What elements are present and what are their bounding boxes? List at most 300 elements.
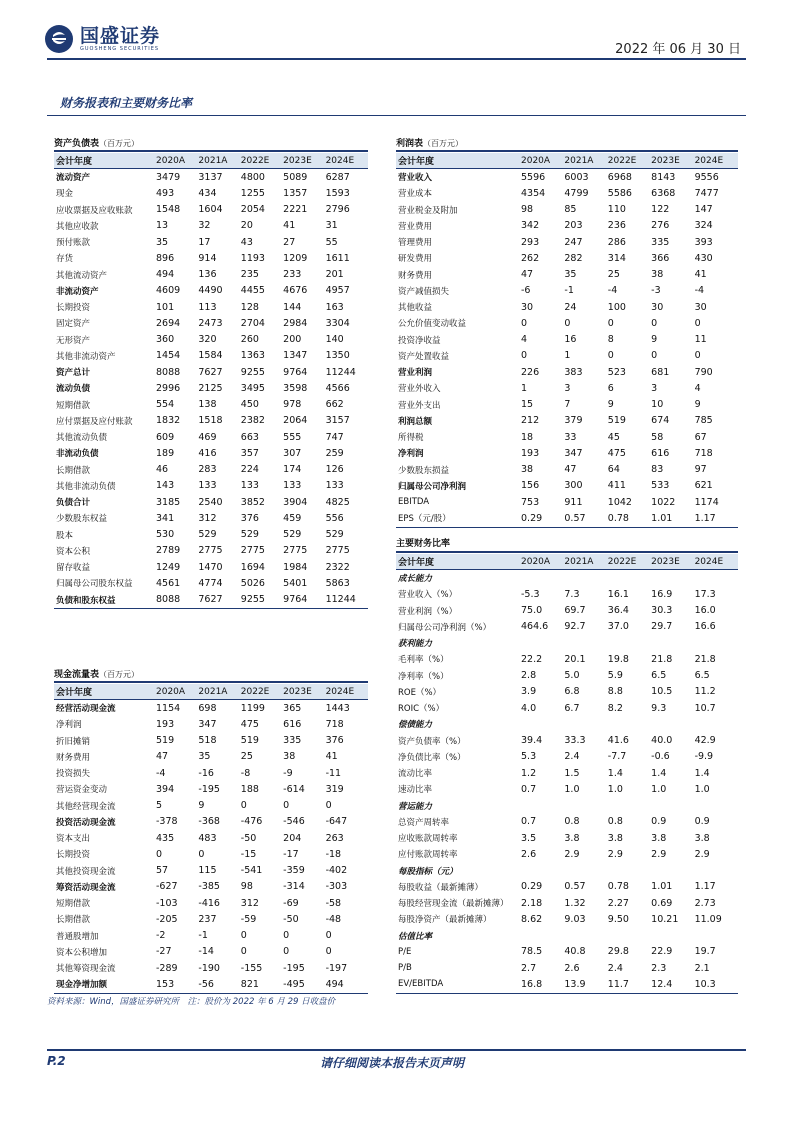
cell-value: 609 xyxy=(156,431,175,443)
cell-value: 10 xyxy=(651,399,664,411)
row-label: ROE（%） xyxy=(398,687,442,698)
column-header-year: 2023E xyxy=(283,684,325,700)
cell-value: -14 xyxy=(198,946,214,958)
cell-value: -59 xyxy=(240,913,257,925)
table-row xyxy=(54,781,368,797)
balance-sheet-title: 资产负债表（百万元） xyxy=(54,139,140,149)
cell-value: 475 xyxy=(240,718,259,730)
cell-value: -8 xyxy=(240,767,251,779)
cell-value: 2775 xyxy=(325,545,350,557)
row-label: 资产负债率（%） xyxy=(398,736,466,747)
row-label: 管理费用 xyxy=(398,238,433,249)
cell-value: 188 xyxy=(240,783,259,795)
cell-value: 83 xyxy=(651,464,664,476)
cell-value: 1.0 xyxy=(607,783,623,795)
cell-value: 5 xyxy=(156,800,163,812)
cell-value: -197 xyxy=(325,962,348,974)
cell-value: 2.73 xyxy=(694,897,716,909)
cell-value: 411 xyxy=(607,480,626,492)
row-label: 资产总计 xyxy=(56,368,91,379)
cell-value: 1584 xyxy=(198,350,223,362)
cell-value: 0.9 xyxy=(694,816,710,828)
cell-value: 57 xyxy=(156,865,169,877)
cell-value: 493 xyxy=(156,187,175,199)
cell-value: -48 xyxy=(325,913,342,925)
cell-value: 204 xyxy=(283,832,302,844)
cell-value: 42.9 xyxy=(694,735,716,747)
cell-value: 2775 xyxy=(198,545,223,557)
row-label: 净利率（%） xyxy=(398,671,449,682)
table-row xyxy=(396,830,738,846)
cell-value: 1.0 xyxy=(564,783,580,795)
cell-value: 1832 xyxy=(156,415,181,427)
cell-value: 3852 xyxy=(240,496,265,508)
cell-value: 16.0 xyxy=(694,605,716,617)
row-label: 营业收入 xyxy=(398,173,433,184)
table-row xyxy=(396,364,738,380)
cell-value: 0 xyxy=(325,930,332,942)
row-label: 估值比率 xyxy=(398,931,433,942)
row-label: 应付票据及应付账款 xyxy=(56,416,133,427)
table-row xyxy=(396,413,738,429)
cell-value: -3 xyxy=(651,285,661,297)
cell-value: 55 xyxy=(325,236,338,248)
table-row xyxy=(54,185,368,201)
cell-value: -0.6 xyxy=(651,751,670,763)
cell-value: 379 xyxy=(564,415,583,427)
cell-value: 4.0 xyxy=(521,702,537,714)
cell-value: 718 xyxy=(325,718,344,730)
cell-value: 3.5 xyxy=(521,832,537,844)
cell-value: 6368 xyxy=(651,187,676,199)
row-label: 其他应收款 xyxy=(56,221,99,232)
cell-value xyxy=(564,798,607,814)
cell-value: 0 xyxy=(240,930,247,942)
table-row xyxy=(54,960,368,976)
cell-value: 2.18 xyxy=(521,897,543,909)
cell-value: 226 xyxy=(521,366,540,378)
row-label: 资产处置收益 xyxy=(398,351,450,362)
cell-value: 3598 xyxy=(283,382,308,394)
cell-value: 0 xyxy=(283,800,290,812)
cell-value: 29.8 xyxy=(607,946,629,958)
table-row xyxy=(54,976,368,992)
cell-value: 1347 xyxy=(283,350,308,362)
row-label: 其他投资现金流 xyxy=(56,866,116,877)
cell-value: 9556 xyxy=(694,171,719,183)
cell-value: 1.2 xyxy=(521,767,537,779)
cell-value: 5.0 xyxy=(564,670,580,682)
table-row xyxy=(396,960,738,976)
cell-value: 3.9 xyxy=(521,686,537,698)
cell-value: 5089 xyxy=(283,171,308,183)
row-label: 财务费用 xyxy=(56,752,91,763)
row-label: 每股指标（元） xyxy=(398,866,458,877)
table-row xyxy=(396,684,738,700)
cell-value: 8.8 xyxy=(607,686,623,698)
cell-value xyxy=(521,928,564,944)
table-row xyxy=(396,619,738,635)
table-row xyxy=(396,283,738,299)
cell-value: 2.1 xyxy=(694,962,710,974)
cell-value: 41 xyxy=(694,269,707,281)
table-row xyxy=(396,944,738,960)
cell-value: -614 xyxy=(283,783,305,795)
cell-value: 259 xyxy=(325,447,344,459)
cell-value: 435 xyxy=(156,832,175,844)
cell-value: 21.8 xyxy=(694,653,716,665)
cell-value: 0.29 xyxy=(521,881,543,893)
cell-value: 1255 xyxy=(240,187,265,199)
row-label: 净利润 xyxy=(56,720,82,731)
cell-value: 2.7 xyxy=(521,962,537,974)
cell-value: 247 xyxy=(564,236,583,248)
cell-value: 494 xyxy=(325,978,344,990)
cell-value: 282 xyxy=(564,252,583,264)
category-row xyxy=(396,716,738,732)
table-row xyxy=(54,348,368,364)
cell-value: 616 xyxy=(283,718,302,730)
cell-value: 911 xyxy=(564,496,583,508)
cell-value: 616 xyxy=(651,447,670,459)
cell-value xyxy=(521,570,564,587)
cell-value: 663 xyxy=(240,431,259,443)
row-label: 速动比率 xyxy=(398,785,433,796)
table-row xyxy=(396,267,738,283)
cell-value: 36.4 xyxy=(607,605,629,617)
cell-value: 2.9 xyxy=(607,848,623,860)
cell-value: -11 xyxy=(325,767,342,779)
cell-value: 38 xyxy=(521,464,534,476)
cell-value xyxy=(608,635,651,651)
row-label: 留存收益 xyxy=(56,563,91,574)
column-header-year: 2024E xyxy=(326,684,368,700)
row-label: 其他经营现金流 xyxy=(56,801,116,812)
column-header-year: 2023E xyxy=(651,554,694,570)
cell-value: 5863 xyxy=(325,577,350,589)
cell-value: 1548 xyxy=(156,204,181,216)
cell-value: -58 xyxy=(325,897,342,909)
cell-value: 46 xyxy=(156,464,169,476)
cell-value: 138 xyxy=(198,399,217,411)
cell-value: 357 xyxy=(240,447,259,459)
row-label: 所得税 xyxy=(398,433,424,444)
cell-value: 896 xyxy=(156,252,175,264)
section-title: 财务报表和主要财务比率 xyxy=(60,96,193,110)
row-label: 非流动资产 xyxy=(56,286,99,297)
cell-value: 376 xyxy=(240,512,259,524)
cell-value: 300 xyxy=(564,480,583,492)
cell-value: 35 xyxy=(564,269,577,281)
cell-value: 4957 xyxy=(325,285,350,297)
row-label: 总资产周转率 xyxy=(398,817,450,828)
cell-value: 10.5 xyxy=(651,686,673,698)
cell-value xyxy=(651,570,694,587)
table-row xyxy=(396,380,738,396)
cell-value: 1604 xyxy=(198,204,223,216)
cell-value: 30.3 xyxy=(651,605,673,617)
income-statement-table xyxy=(396,137,738,528)
table-row xyxy=(54,315,368,331)
cell-value: -541 xyxy=(240,865,263,877)
row-label: 研发费用 xyxy=(398,254,433,265)
cell-value: -303 xyxy=(325,881,348,893)
cell-value: 92.7 xyxy=(564,621,586,633)
cell-value: 11.09 xyxy=(694,913,722,925)
cell-value: -4 xyxy=(694,285,705,297)
cell-value: 40.0 xyxy=(651,735,673,747)
table-row xyxy=(396,911,738,927)
column-header-year: 2020A xyxy=(521,153,564,169)
cell-value: 0.8 xyxy=(607,816,623,828)
cell-value: 1.17 xyxy=(694,512,716,524)
column-header-label: 会计年度 xyxy=(396,554,521,570)
row-label: 投资活动现金流 xyxy=(56,817,116,828)
cell-value: 0 xyxy=(521,317,528,329)
table-row xyxy=(396,733,738,749)
cell-value xyxy=(564,570,607,587)
cell-value: 9 xyxy=(651,334,658,346)
cell-value: 469 xyxy=(198,431,217,443)
cell-value: -190 xyxy=(198,962,220,974)
cell-value: -155 xyxy=(240,962,263,974)
cell-value: 3 xyxy=(651,382,658,394)
cell-value: -9 xyxy=(283,767,293,779)
row-label: EV/EBITDA xyxy=(398,979,444,990)
table-row xyxy=(396,169,738,186)
row-label: 营业利润 xyxy=(398,368,433,379)
cell-value: 17 xyxy=(198,236,211,248)
cell-value: 6.7 xyxy=(564,702,580,714)
cell-value: 0 xyxy=(607,317,614,329)
table-row xyxy=(54,749,368,765)
cell-value: 133 xyxy=(240,480,259,492)
table-row xyxy=(396,348,738,364)
cell-value: 21.8 xyxy=(651,653,673,665)
row-label: 营业税金及附加 xyxy=(398,205,458,216)
cell-value xyxy=(608,798,651,814)
cell-value xyxy=(651,928,694,944)
cell-value: 11.7 xyxy=(607,978,629,990)
row-label: 流动负债 xyxy=(56,384,91,395)
cell-value: 0.7 xyxy=(521,783,537,795)
row-label: 归属母公司净利润 xyxy=(398,481,467,492)
cell-value: 25 xyxy=(240,751,253,763)
cash-flow-title: 现金流量表（百万元） xyxy=(54,670,140,680)
cell-value: -15 xyxy=(240,848,257,860)
cell-value: 1443 xyxy=(325,702,350,714)
row-label: 短期借款 xyxy=(56,400,91,411)
cell-value: 0 xyxy=(564,317,571,329)
cell-value: 20.1 xyxy=(564,653,586,665)
cell-value: 519 xyxy=(156,735,175,747)
cell-value: 286 xyxy=(607,236,626,248)
row-label: 资本公积增加 xyxy=(56,947,108,958)
table-row xyxy=(54,879,368,895)
cell-value: 1.0 xyxy=(694,783,710,795)
cell-value: 529 xyxy=(240,529,259,541)
column-header-year: 2021A xyxy=(198,153,240,169)
cell-value: 2.9 xyxy=(694,848,710,860)
table-row xyxy=(54,283,368,299)
column-header-year: 2022E xyxy=(608,153,651,169)
column-header-year: 2020A xyxy=(156,153,198,169)
cell-value: 1.5 xyxy=(564,767,580,779)
table-header-row xyxy=(396,554,738,570)
row-label: 流动资产 xyxy=(56,173,91,184)
cell-value: 30 xyxy=(651,301,664,313)
cell-value: 1209 xyxy=(283,252,308,264)
cell-value: 1593 xyxy=(325,187,350,199)
cell-value: 1.4 xyxy=(694,767,710,779)
cell-value: 32 xyxy=(198,220,211,232)
cell-value: 20 xyxy=(240,220,253,232)
row-label: 应付账款周转率 xyxy=(398,850,458,861)
cell-value: -5.3 xyxy=(521,588,540,600)
cell-value xyxy=(521,635,564,651)
row-label: 负债合计 xyxy=(56,498,91,509)
table-row xyxy=(396,976,738,992)
table-row xyxy=(396,299,738,315)
cell-value: 41 xyxy=(325,751,338,763)
row-label: 营业外收入 xyxy=(398,384,441,395)
row-label: ROIC（%） xyxy=(398,704,445,715)
cell-value: 3185 xyxy=(156,496,181,508)
row-label: 成长能力 xyxy=(398,574,433,585)
cell-value: 2775 xyxy=(240,545,265,557)
cell-value: 237 xyxy=(198,913,217,925)
cell-value: 69.7 xyxy=(564,605,586,617)
cell-value: 790 xyxy=(694,366,713,378)
cell-value: 0 xyxy=(521,350,528,362)
row-label: 投资损失 xyxy=(56,769,91,780)
cell-value: 115 xyxy=(198,865,217,877)
table-row xyxy=(396,603,738,619)
cell-value: 2.6 xyxy=(521,848,537,860)
row-label: 每股净资产（最新摊薄） xyxy=(398,915,492,926)
table-row xyxy=(54,364,368,380)
cell-value: 12.4 xyxy=(651,978,673,990)
cell-value: 0.78 xyxy=(607,881,629,893)
cell-value: 9764 xyxy=(283,594,308,606)
cell-value: 1357 xyxy=(283,187,308,199)
cell-value: 11244 xyxy=(325,366,356,378)
cell-value: 1611 xyxy=(325,252,350,264)
cell-value: 1.17 xyxy=(694,881,716,893)
cell-value: -103 xyxy=(156,897,178,909)
cell-value: 9764 xyxy=(283,366,308,378)
table-row xyxy=(54,559,368,575)
cell-value: -476 xyxy=(240,816,263,828)
cell-value: 2796 xyxy=(325,204,350,216)
cell-value: 518 xyxy=(198,735,217,747)
cell-value: 2694 xyxy=(156,317,181,329)
cell-value: 9255 xyxy=(240,366,265,378)
row-label: 筹资活动现金流 xyxy=(56,882,116,893)
cell-value xyxy=(651,716,694,732)
cell-value: 2.8 xyxy=(521,670,537,682)
cell-value: 47 xyxy=(156,751,169,763)
cell-value: 1193 xyxy=(240,252,265,264)
cell-value: 38 xyxy=(651,269,664,281)
cell-value: 133 xyxy=(198,480,217,492)
cell-value: 1.32 xyxy=(564,897,586,909)
cell-value: 235 xyxy=(240,269,259,281)
cell-value: 35 xyxy=(198,751,211,763)
cell-value: 0.69 xyxy=(651,897,673,909)
cell-value: 698 xyxy=(198,702,217,714)
table-row xyxy=(396,494,738,510)
cell-value: 31 xyxy=(325,220,338,232)
row-label: 营业外支出 xyxy=(398,400,441,411)
cell-value: 4 xyxy=(694,382,701,394)
cell-value: 201 xyxy=(325,269,344,281)
cell-value: -205 xyxy=(156,913,178,925)
cell-value: 58 xyxy=(651,431,664,443)
table-row xyxy=(54,863,368,879)
cell-value: -18 xyxy=(325,848,342,860)
cell-value: 3.8 xyxy=(651,832,667,844)
table-row xyxy=(54,716,368,732)
cell-value: 2.6 xyxy=(564,962,580,974)
cell-value: 2054 xyxy=(240,204,265,216)
cell-value xyxy=(608,863,651,879)
row-label: 现金净增加额 xyxy=(56,980,108,991)
row-label: 归属母公司股东权益 xyxy=(56,579,133,590)
table-row xyxy=(396,429,738,445)
financial-ratios-title: 主要财务比率 xyxy=(396,539,451,549)
cell-value: 37.0 xyxy=(607,621,629,633)
table-row xyxy=(54,510,368,526)
cell-value: 260 xyxy=(240,334,259,346)
cell-value: 519 xyxy=(607,415,626,427)
cell-value: 4609 xyxy=(156,285,181,297)
row-label: 经营活动现金流 xyxy=(56,704,116,715)
cell-value: 335 xyxy=(283,735,302,747)
row-label: 其他流动资产 xyxy=(56,270,108,281)
row-label: 获利能力 xyxy=(398,639,433,650)
table-header-row xyxy=(54,153,368,169)
cell-value: 662 xyxy=(325,399,344,411)
cell-value: 450 xyxy=(240,399,259,411)
cell-value: 0 xyxy=(651,317,658,329)
cell-value: 8 xyxy=(607,334,614,346)
column-header-year: 2023E xyxy=(283,153,325,169)
cell-value: 9.3 xyxy=(651,702,667,714)
column-header-year: 2021A xyxy=(198,684,240,700)
row-label: 长期投资 xyxy=(56,303,91,314)
table-row xyxy=(54,397,368,413)
column-header-year: 2022E xyxy=(608,554,651,570)
cell-value: 430 xyxy=(694,252,713,264)
cell-value: 6.5 xyxy=(651,670,667,682)
cell-value: -16 xyxy=(198,767,214,779)
table-row xyxy=(54,944,368,960)
section-divider xyxy=(47,115,746,116)
cash-flow-table xyxy=(54,668,368,994)
cell-value: 2540 xyxy=(198,496,223,508)
table-row xyxy=(54,494,368,510)
table-row xyxy=(396,478,738,494)
cell-value: 293 xyxy=(521,236,540,248)
cell-value: 100 xyxy=(607,301,626,313)
cell-value: -69 xyxy=(283,897,299,909)
cell-value: 347 xyxy=(198,718,217,730)
cell-value: 27 xyxy=(283,236,296,248)
cell-value: -4 xyxy=(607,285,618,297)
cell-value: 47 xyxy=(521,269,534,281)
cell-value: 320 xyxy=(198,334,217,346)
